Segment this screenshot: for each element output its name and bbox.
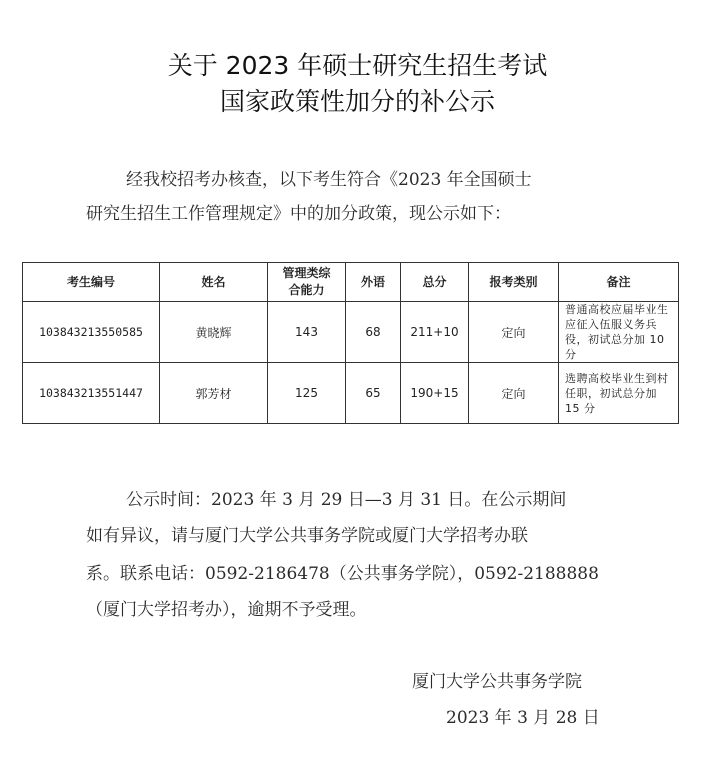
cell-name: 黄晓辉 (160, 302, 268, 363)
cell-category: 定向 (469, 363, 559, 424)
cell-candidate-id: 103843213551447 (23, 363, 160, 424)
header-management-ability (268, 263, 346, 302)
cell-management-score: 125 (268, 363, 346, 424)
notice-line-1: 公示时间：2023 年 3 月 29 日—3 月 31 日。在公示期间 (126, 490, 567, 510)
header-application-category: 报考类别 (469, 263, 559, 302)
bonus-points-table (22, 262, 679, 424)
header-total-score: 总分 (401, 263, 469, 302)
table-row (23, 363, 679, 424)
cell-language-score: 65 (346, 363, 401, 424)
header-foreign-language: 外语 (346, 263, 401, 302)
signature-date: 2023 年 3 月 28 日 (446, 708, 600, 728)
header-remarks: 备注 (559, 263, 679, 302)
cell-candidate-id: 103843213550585 (23, 302, 160, 363)
header-candidate-id: 考生编号 (23, 263, 160, 302)
cell-name: 郭芳材 (160, 363, 268, 424)
cell-language-score: 68 (346, 302, 401, 363)
notice-line-3: 系。联系电话：0592-2186478（公共事务学院），0592-2188888 (86, 564, 599, 584)
cell-remarks: 选聘高校毕业生到村任职，初试总分加 15 分 (559, 363, 679, 424)
cell-total-score: 190+15 (401, 363, 469, 424)
notice-line-4: （厦门大学招考办），逾期不予受理。 (86, 600, 367, 620)
cell-total-score: 211+10 (401, 302, 469, 363)
header-management-line-2: 合能力 (288, 283, 325, 297)
intro-line-2: 研究生招生工作管理规定》中的加分政策，现公示如下： (86, 204, 511, 224)
table-row (23, 302, 679, 363)
intro-line-1: 经我校招考办核查，以下考生符合《2023 年全国硕士 (126, 170, 532, 190)
header-management-line-1: 管理类综 (282, 266, 331, 280)
cell-remarks: 普通高校应届毕业生应征入伍服义务兵役，初试总分加 10 分 (559, 302, 679, 363)
notice-line-2: 如有异议，请与厦门大学公共事务学院或厦门大学招考办联 (86, 526, 528, 546)
cell-management-score: 143 (268, 302, 346, 363)
document-title-line-1: 关于 2023 年硕士研究生招生考试 (167, 51, 548, 80)
table-header-row (23, 263, 679, 302)
signature-organization: 厦门大学公共事务学院 (412, 672, 582, 692)
header-name: 姓名 (160, 263, 268, 302)
document-title-line-2: 国家政策性加分的补公示 (219, 87, 495, 116)
cell-category: 定向 (469, 302, 559, 363)
